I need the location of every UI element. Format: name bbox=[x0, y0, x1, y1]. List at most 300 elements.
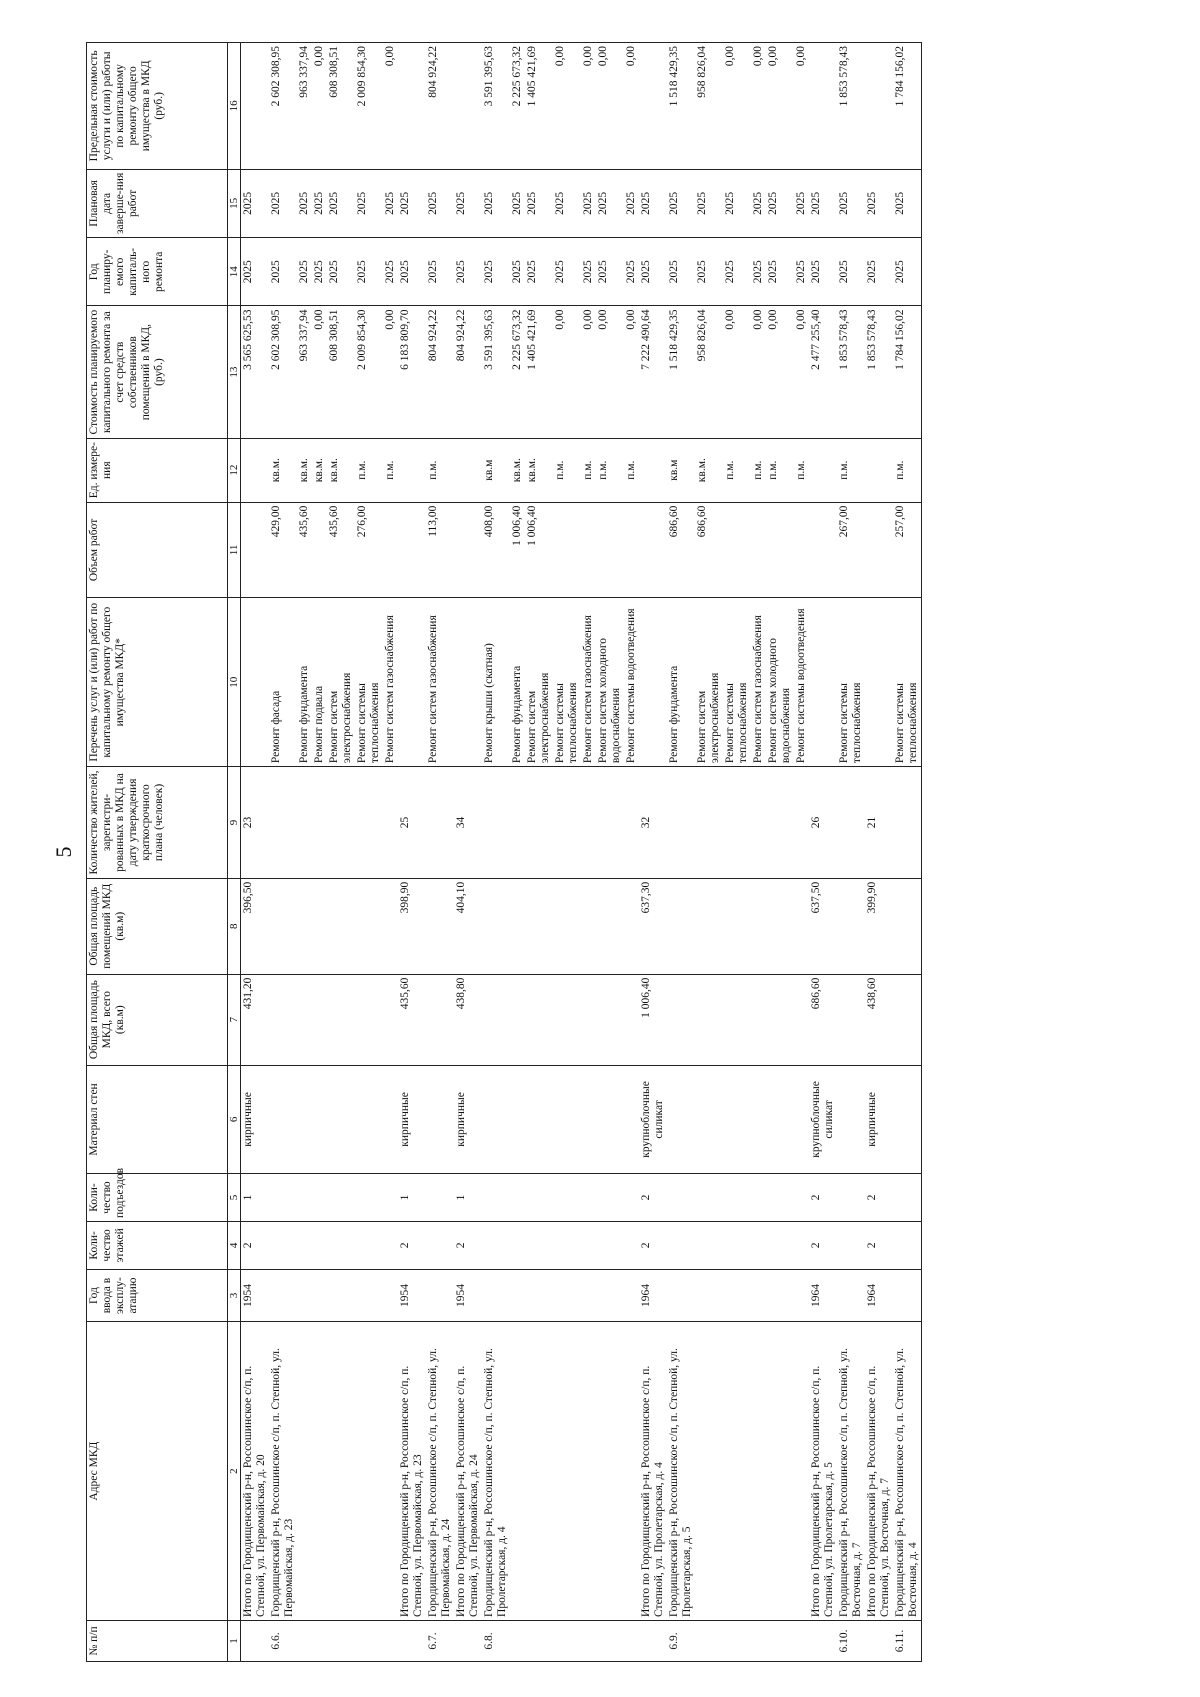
table-cell bbox=[454, 502, 482, 598]
table-cell bbox=[723, 767, 751, 879]
table-cell: 2025 bbox=[667, 238, 695, 306]
table-cell bbox=[426, 1269, 454, 1321]
table-cell: 2025 bbox=[751, 238, 766, 306]
table-cell bbox=[695, 1620, 723, 1661]
table-cell: 1 853 578,43 bbox=[837, 306, 865, 438]
table-cell bbox=[312, 1322, 327, 1621]
table-cell: 2025 bbox=[766, 238, 794, 306]
table-row bbox=[723, 43, 751, 1662]
table-cell bbox=[383, 1065, 398, 1173]
table-cell bbox=[624, 1174, 639, 1222]
table-cell bbox=[809, 1620, 837, 1661]
table-cell bbox=[525, 1174, 553, 1222]
table-cell: Ремонт системы водоотведения bbox=[624, 598, 639, 767]
table-cell bbox=[398, 1620, 426, 1661]
table-cell: 608 308,51 bbox=[327, 306, 355, 438]
table-cell bbox=[723, 1065, 751, 1173]
table-cell bbox=[596, 502, 624, 598]
table-cell bbox=[269, 767, 297, 879]
table-cell bbox=[383, 502, 398, 598]
table-cell bbox=[241, 502, 270, 598]
table-cell: 2025 bbox=[312, 238, 327, 306]
table-cell bbox=[581, 1269, 596, 1321]
table-cell bbox=[553, 1221, 581, 1269]
table-cell: 2025 bbox=[794, 169, 809, 237]
table-cell: 2 bbox=[241, 1221, 270, 1269]
table-cell: 0,00 bbox=[624, 306, 639, 438]
table-cell: 2 bbox=[639, 1174, 667, 1222]
table-cell bbox=[553, 974, 581, 1065]
table-cell bbox=[312, 1620, 327, 1661]
table-cell bbox=[624, 974, 639, 1065]
table-cell bbox=[327, 1221, 355, 1269]
table-cell bbox=[482, 1174, 510, 1222]
column-number: 5 bbox=[228, 1174, 241, 1222]
table-cell: Итого по Городищенский р-н, Россошинское с/п, п. Степной, ул. Первомайская, д. 20 bbox=[241, 1322, 270, 1621]
table-cell: 1964 bbox=[865, 1269, 893, 1321]
table-cell bbox=[667, 1269, 695, 1321]
table-cell bbox=[327, 974, 355, 1065]
table-cell bbox=[751, 974, 766, 1065]
table-cell bbox=[794, 1322, 809, 1621]
table-cell: 0,00 bbox=[596, 43, 624, 170]
table-cell bbox=[837, 767, 865, 879]
table-cell bbox=[312, 1269, 327, 1321]
table-cell: 0,00 bbox=[312, 306, 327, 438]
table-row bbox=[837, 43, 865, 1662]
table-cell bbox=[426, 1221, 454, 1269]
table-cell: 2 225 673,32 bbox=[510, 306, 525, 438]
table-cell: кв.м bbox=[482, 438, 510, 502]
table-cell: 637,30 bbox=[639, 878, 667, 974]
table-cell: Ремонт системы теплоснабжения bbox=[553, 598, 581, 767]
table-cell bbox=[510, 1269, 525, 1321]
table-cell: 2025 bbox=[667, 169, 695, 237]
column-number: 6 bbox=[228, 1065, 241, 1173]
table-cell bbox=[766, 1174, 794, 1222]
table-cell: 2025 bbox=[269, 238, 297, 306]
table-row bbox=[312, 43, 327, 1662]
table-cell: 2025 bbox=[624, 169, 639, 237]
table-row bbox=[525, 43, 553, 1662]
table-cell bbox=[794, 1620, 809, 1661]
table-cell: 2025 bbox=[454, 238, 482, 306]
table-cell: п.м. bbox=[355, 438, 383, 502]
table-cell: 408,00 bbox=[482, 502, 510, 598]
table-cell bbox=[794, 1269, 809, 1321]
table-body bbox=[241, 43, 922, 1662]
table-cell: Ремонт систем газоснабжения bbox=[426, 598, 454, 767]
table-cell: 2025 bbox=[581, 169, 596, 237]
table-cell: 1954 bbox=[398, 1269, 426, 1321]
table-cell bbox=[893, 1065, 922, 1173]
table-cell bbox=[327, 767, 355, 879]
table-cell bbox=[553, 1065, 581, 1173]
table-cell: 0,00 bbox=[581, 43, 596, 170]
table-cell: 804 924,22 bbox=[426, 306, 454, 438]
table-cell bbox=[398, 438, 426, 502]
table-cell bbox=[355, 1221, 383, 1269]
column-header: Ед. измере-ния bbox=[87, 438, 228, 502]
table-cell: 2025 bbox=[269, 169, 297, 237]
table-cell bbox=[695, 878, 723, 974]
table-cell: 113,00 bbox=[426, 502, 454, 598]
table-cell bbox=[525, 767, 553, 879]
table-cell: 0,00 bbox=[312, 43, 327, 170]
table-cell bbox=[723, 974, 751, 1065]
table-cell bbox=[695, 767, 723, 879]
table-cell bbox=[751, 878, 766, 974]
column-number: 8 bbox=[228, 878, 241, 974]
table-cell bbox=[525, 1322, 553, 1621]
table-cell bbox=[695, 1174, 723, 1222]
table-cell: 2025 bbox=[809, 238, 837, 306]
table-cell: 1 518 429,35 bbox=[667, 306, 695, 438]
table-cell: 2 bbox=[454, 1221, 482, 1269]
table-cell: Ремонт системы теплоснабжения bbox=[723, 598, 751, 767]
table-cell bbox=[766, 1269, 794, 1321]
table-cell: 2025 bbox=[723, 238, 751, 306]
table-cell bbox=[639, 43, 667, 170]
table-cell bbox=[596, 1269, 624, 1321]
table-cell bbox=[525, 1620, 553, 1661]
table-cell: 2025 bbox=[525, 169, 553, 237]
table-cell bbox=[893, 974, 922, 1065]
table-cell: п.м. bbox=[383, 438, 398, 502]
table-cell: Ремонт систем газоснабжения bbox=[751, 598, 766, 767]
table-cell bbox=[723, 502, 751, 598]
table-cell bbox=[695, 974, 723, 1065]
table-cell: 2025 bbox=[297, 238, 312, 306]
table-cell bbox=[596, 878, 624, 974]
table-cell: 2 225 673,32 bbox=[510, 43, 525, 170]
table-cell bbox=[553, 1620, 581, 1661]
table-cell: кв.м. bbox=[510, 438, 525, 502]
table-cell: 0,00 bbox=[794, 306, 809, 438]
table-cell bbox=[297, 767, 312, 879]
table-cell: Городищенский р-н, Россошинское с/п, п. Степной, ул. Восточная, д. 4 bbox=[893, 1322, 922, 1621]
column-header: Перечень услуг и (или) работ по капитальному ремонту общего имущества МКД* bbox=[87, 598, 228, 767]
table-cell: 2025 bbox=[695, 238, 723, 306]
table-cell bbox=[794, 1065, 809, 1173]
table-row bbox=[553, 43, 581, 1662]
table-cell bbox=[695, 1322, 723, 1621]
table-cell: 2025 bbox=[639, 238, 667, 306]
table-cell: 404,10 bbox=[454, 878, 482, 974]
table-cell: 0,00 bbox=[751, 306, 766, 438]
table-cell bbox=[312, 767, 327, 879]
table-cell bbox=[865, 502, 893, 598]
table-cell: 2025 bbox=[426, 169, 454, 237]
table-cell: Ремонт фундамента bbox=[667, 598, 695, 767]
table-cell bbox=[454, 43, 482, 170]
table-cell: 2025 bbox=[525, 238, 553, 306]
table-cell bbox=[837, 974, 865, 1065]
table-cell: 2025 bbox=[510, 169, 525, 237]
table-cell bbox=[667, 1174, 695, 1222]
table-cell: кирпичные bbox=[398, 1065, 426, 1173]
table-cell: кв.м. bbox=[327, 438, 355, 502]
table-cell bbox=[624, 502, 639, 598]
column-header: № п/п bbox=[87, 1620, 228, 1661]
table-cell: 2025 bbox=[327, 169, 355, 237]
table-cell: 0,00 bbox=[596, 306, 624, 438]
table-cell: 2025 bbox=[794, 238, 809, 306]
table-cell bbox=[241, 598, 270, 767]
table-cell bbox=[596, 1174, 624, 1222]
table-cell bbox=[624, 878, 639, 974]
column-header: Адрес МКД bbox=[87, 1322, 228, 1621]
table-row bbox=[482, 43, 510, 1662]
table-cell: п.м. bbox=[893, 438, 922, 502]
table-cell bbox=[525, 878, 553, 974]
table-cell: Ремонт крыши (скатная) bbox=[482, 598, 510, 767]
table-cell bbox=[865, 438, 893, 502]
table-cell: Городищенский р-н, Россошинское с/п, п. Степной, ул. Восточная, д. 7 bbox=[837, 1322, 865, 1621]
table-cell: 0,00 bbox=[766, 43, 794, 170]
table-cell bbox=[639, 502, 667, 598]
rotated-page bbox=[48, 42, 1148, 1662]
table-cell bbox=[383, 1620, 398, 1661]
table-cell bbox=[766, 1322, 794, 1621]
table-cell bbox=[510, 1322, 525, 1621]
table-cell bbox=[794, 502, 809, 598]
table-cell bbox=[794, 1221, 809, 1269]
table-cell: 2025 bbox=[723, 169, 751, 237]
table-row bbox=[695, 43, 723, 1662]
table-cell bbox=[751, 1620, 766, 1661]
column-header: Год ввода в эксплу-атацию bbox=[87, 1269, 228, 1321]
table-cell: Городищенский р-н, Россошинское с/п, п. Степной, ул. Пролетарская, д. 5 bbox=[667, 1322, 695, 1621]
table-cell: 1 405 421,69 bbox=[525, 306, 553, 438]
table-cell: 2 009 854,30 bbox=[355, 306, 383, 438]
column-number: 1 bbox=[228, 1620, 241, 1661]
table-cell: Ремонт фундамента bbox=[510, 598, 525, 767]
table-cell bbox=[525, 1065, 553, 1173]
table-cell bbox=[553, 878, 581, 974]
table-cell: Ремонт подвала bbox=[312, 598, 327, 767]
table-cell bbox=[809, 502, 837, 598]
table-cell: п.м. bbox=[837, 438, 865, 502]
table-cell bbox=[723, 1174, 751, 1222]
column-number: 11 bbox=[228, 502, 241, 598]
table-cell bbox=[766, 502, 794, 598]
table-cell bbox=[327, 1620, 355, 1661]
table-cell: 0,00 bbox=[723, 43, 751, 170]
table-row bbox=[383, 43, 398, 1662]
table-cell bbox=[751, 502, 766, 598]
table-cell: кв.м. bbox=[695, 438, 723, 502]
table-cell bbox=[482, 1221, 510, 1269]
table-cell bbox=[297, 1620, 312, 1661]
table-cell: 21 bbox=[865, 767, 893, 879]
table-cell bbox=[695, 1065, 723, 1173]
table-cell bbox=[426, 767, 454, 879]
table-cell bbox=[482, 974, 510, 1065]
table-cell bbox=[581, 974, 596, 1065]
table-cell: 1 006,40 bbox=[525, 502, 553, 598]
table-cell bbox=[426, 1174, 454, 1222]
table-cell: Ремонт системы водоотведения bbox=[794, 598, 809, 767]
table-cell bbox=[893, 878, 922, 974]
column-number: 2 bbox=[228, 1322, 241, 1621]
table-cell bbox=[327, 1322, 355, 1621]
table-cell bbox=[624, 1221, 639, 1269]
table-cell bbox=[581, 1322, 596, 1621]
table-cell bbox=[510, 1065, 525, 1173]
table-cell bbox=[269, 1065, 297, 1173]
table-cell bbox=[667, 974, 695, 1065]
table-cell: 2 bbox=[809, 1221, 837, 1269]
table-cell bbox=[624, 767, 639, 879]
table-cell: 25 bbox=[398, 767, 426, 879]
table-cell: Ремонт системы теплоснабжения bbox=[837, 598, 865, 767]
table-cell bbox=[383, 1322, 398, 1621]
table-cell bbox=[269, 878, 297, 974]
table-cell: Ремонт систем газоснабжения bbox=[581, 598, 596, 767]
table-cell: 804 924,22 bbox=[454, 306, 482, 438]
table-cell bbox=[525, 1269, 553, 1321]
table-cell: 1 405 421,69 bbox=[525, 43, 553, 170]
table-cell bbox=[837, 1065, 865, 1173]
table-cell bbox=[297, 1065, 312, 1173]
table-cell: крупноблочные силикат bbox=[809, 1065, 837, 1173]
table-cell: 637,50 bbox=[809, 878, 837, 974]
table-cell: Ремонт систем холодного водоснабжения bbox=[766, 598, 794, 767]
table-cell bbox=[695, 1269, 723, 1321]
table-cell: 6.11. bbox=[893, 1620, 922, 1661]
table-cell: 1 bbox=[398, 1174, 426, 1222]
table-cell: Ремонт систем газоснабжения bbox=[383, 598, 398, 767]
table-cell: 1 784 156,02 bbox=[893, 43, 922, 170]
table-cell bbox=[893, 1269, 922, 1321]
table-cell: 2025 bbox=[553, 169, 581, 237]
table-cell: 2 bbox=[865, 1221, 893, 1269]
table-cell bbox=[624, 1322, 639, 1621]
table-cell: 2025 bbox=[596, 169, 624, 237]
column-header: Общая площадь помещений МКД (кв.м) bbox=[87, 878, 228, 974]
table-cell bbox=[482, 767, 510, 879]
table-cell bbox=[510, 1221, 525, 1269]
table-cell bbox=[766, 767, 794, 879]
table-cell bbox=[751, 1065, 766, 1173]
table-cell: 2025 bbox=[809, 169, 837, 237]
table-cell: 2 bbox=[398, 1221, 426, 1269]
table-row bbox=[327, 43, 355, 1662]
table-cell bbox=[865, 43, 893, 170]
table-cell bbox=[383, 1174, 398, 1222]
table-cell: 804 924,22 bbox=[426, 43, 454, 170]
table-cell bbox=[893, 1174, 922, 1222]
table-cell: кирпичные bbox=[454, 1065, 482, 1173]
table-cell: п.м. bbox=[723, 438, 751, 502]
table-cell bbox=[355, 878, 383, 974]
table-cell: 958 826,04 bbox=[695, 43, 723, 170]
table-cell bbox=[766, 1221, 794, 1269]
table-cell: 267,00 bbox=[837, 502, 865, 598]
table-cell: Итого по Городищенский р-н, Россошинское с/п, п. Степной, ул. Пролетарская, д. 5 bbox=[809, 1322, 837, 1621]
column-number: 12 bbox=[228, 438, 241, 502]
column-number: 3 bbox=[228, 1269, 241, 1321]
table-cell bbox=[837, 1221, 865, 1269]
table-cell: 398,90 bbox=[398, 878, 426, 974]
table-cell bbox=[454, 438, 482, 502]
table-cell bbox=[893, 1221, 922, 1269]
table-cell: 1 bbox=[454, 1174, 482, 1222]
table-cell bbox=[383, 1221, 398, 1269]
table-row bbox=[865, 43, 893, 1662]
table-cell: 1 518 429,35 bbox=[667, 43, 695, 170]
table-cell: 2025 bbox=[355, 238, 383, 306]
table-cell bbox=[596, 1620, 624, 1661]
table-cell bbox=[525, 974, 553, 1065]
table-cell bbox=[297, 1221, 312, 1269]
table-cell: 2025 bbox=[639, 169, 667, 237]
column-header: Материал стен bbox=[87, 1065, 228, 1173]
table-cell: 2025 bbox=[383, 169, 398, 237]
table-cell bbox=[398, 502, 426, 598]
table-cell: 1 853 578,43 bbox=[837, 43, 865, 170]
table-cell: Итого по Городищенский р-н, Россошинское с/п, п. Степной, ул. Первомайская, д. 24 bbox=[454, 1322, 482, 1621]
table-cell: 32 bbox=[639, 767, 667, 879]
table-cell: 963 337,94 bbox=[297, 43, 312, 170]
table-cell: п.м. bbox=[751, 438, 766, 502]
table-cell: 23 bbox=[241, 767, 270, 879]
table-row bbox=[426, 43, 454, 1662]
table-cell: 438,80 bbox=[454, 974, 482, 1065]
table-cell: 2025 bbox=[398, 169, 426, 237]
table-cell bbox=[383, 974, 398, 1065]
table-cell: 0,00 bbox=[624, 43, 639, 170]
table-row bbox=[510, 43, 525, 1662]
table-cell: 6.7. bbox=[426, 1620, 454, 1661]
table-row bbox=[809, 43, 837, 1662]
table-cell bbox=[482, 1065, 510, 1173]
table-cell: 399,90 bbox=[865, 878, 893, 974]
table-cell: 2025 bbox=[596, 238, 624, 306]
column-number: 4 bbox=[228, 1221, 241, 1269]
table-cell bbox=[667, 767, 695, 879]
table-cell bbox=[667, 878, 695, 974]
table-cell: 1 006,40 bbox=[639, 974, 667, 1065]
table-cell bbox=[809, 598, 837, 767]
table-cell: 6.9. bbox=[667, 1620, 695, 1661]
table-cell bbox=[426, 974, 454, 1065]
table-cell: 396,50 bbox=[241, 878, 270, 974]
table-cell bbox=[327, 1269, 355, 1321]
table-cell bbox=[241, 43, 270, 170]
table-cell: 0,00 bbox=[794, 43, 809, 170]
table-cell bbox=[667, 1065, 695, 1173]
table-cell bbox=[510, 974, 525, 1065]
table-cell: 2025 bbox=[482, 169, 510, 237]
capital-repair-table bbox=[86, 42, 922, 1662]
table-cell bbox=[383, 767, 398, 879]
table-cell bbox=[596, 1322, 624, 1621]
table-cell bbox=[383, 1269, 398, 1321]
table-cell: 2025 bbox=[893, 238, 922, 306]
table-row bbox=[454, 43, 482, 1662]
header-row bbox=[87, 43, 228, 1662]
table-cell: 7 222 490,64 bbox=[639, 306, 667, 438]
column-number: 9 bbox=[228, 767, 241, 879]
table-cell bbox=[297, 974, 312, 1065]
table-cell bbox=[596, 767, 624, 879]
table-cell: 3 591 395,63 bbox=[482, 306, 510, 438]
table-cell: 0,00 bbox=[751, 43, 766, 170]
table-cell: 34 bbox=[454, 767, 482, 879]
table-cell: 2025 bbox=[865, 169, 893, 237]
